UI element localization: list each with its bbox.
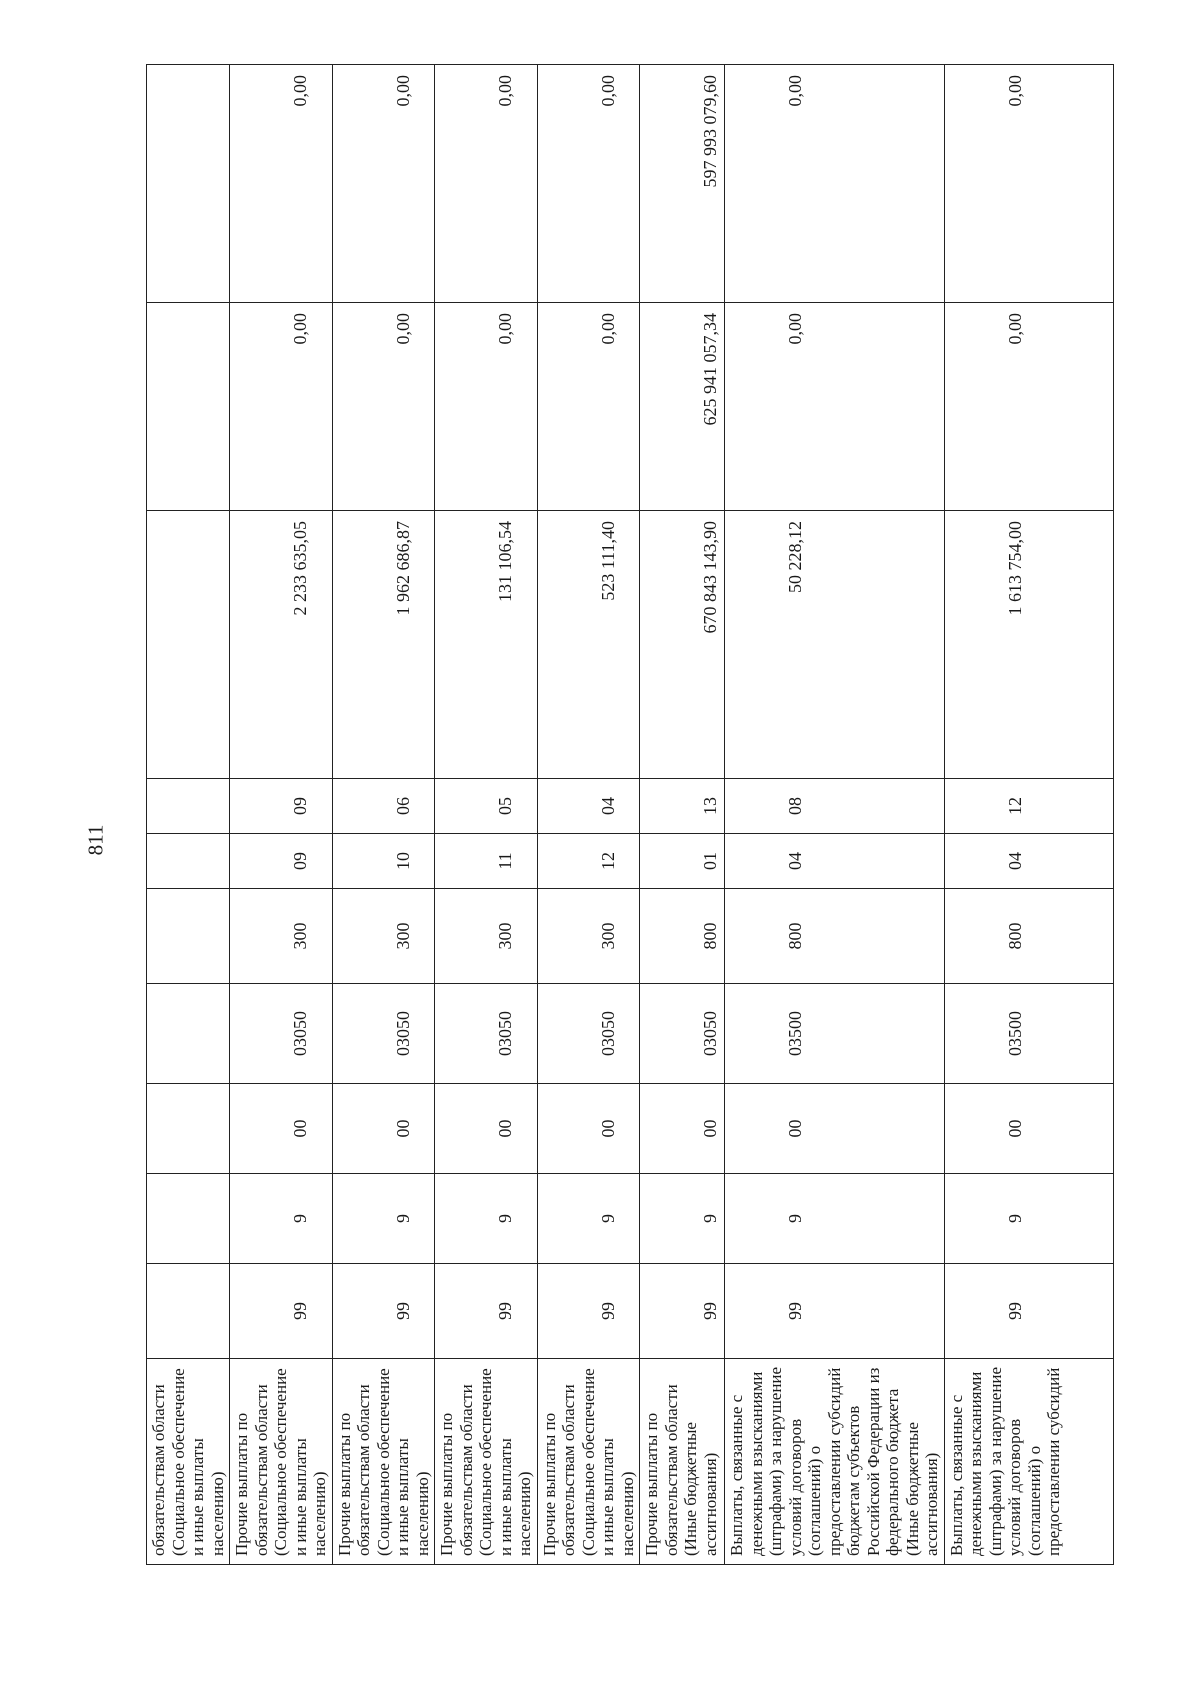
row-description-cell: Прочие выплаты по обязательствам области (Иные бюджетные ассигнования): [640, 1359, 725, 1565]
code-subprogram-cell: 9: [435, 1174, 538, 1264]
code-expense-type-cell: 800: [640, 889, 725, 984]
rotated-table-container: [146, 65, 1083, 1565]
code-expense-type-cell: 300: [332, 889, 435, 984]
amount-year-1-cell: 2 233 635,05: [230, 511, 333, 779]
code-section-cell: 12: [537, 834, 640, 889]
amount-year-2-cell: 0,00: [230, 303, 333, 511]
budget-table: [146, 64, 1114, 1565]
table-row: [944, 65, 1113, 1565]
code-expense-type-cell: 300: [537, 889, 640, 984]
code-direction-cell: 00: [640, 1084, 725, 1174]
row-description-cell: Выплаты, связанные с денежными взысканиями (штрафами) за нарушение условий договоров (соглашений) о предоставлении субсидий бюджетам субъектов Российской Федерации из федерального бюджета (Иные бюджетные ассигнования): [725, 1359, 945, 1565]
table-row: [147, 65, 230, 1565]
table-region: [146, 65, 1083, 1565]
code-section-cell: 11: [435, 834, 538, 889]
amount-year-2-cell: 0,00: [435, 303, 538, 511]
code-direction-cell: 00: [230, 1084, 333, 1174]
amount-year-3-cell: 597 993 079,60: [640, 65, 725, 303]
code-subsection-cell: 05: [435, 779, 538, 834]
amount-year-3-cell: 0,00: [332, 65, 435, 303]
row-description-cell: обязательствам области (Социальное обеспечение и иные выплаты населению): [147, 1359, 230, 1565]
amount-year-3-cell: 0,00: [725, 65, 945, 303]
amount-year-2-cell: [147, 303, 230, 511]
code-section-cell: 04: [725, 834, 945, 889]
code-program-cell: 99: [725, 1264, 945, 1359]
amount-year-1-cell: 670 843 143,90: [640, 511, 725, 779]
code-program-cell: 99: [537, 1264, 640, 1359]
amount-year-3-cell: 0,00: [230, 65, 333, 303]
amount-year-1-cell: 50 228,12: [725, 511, 945, 779]
table-body: [147, 65, 1114, 1565]
amount-year-3-cell: 0,00: [537, 65, 640, 303]
amount-year-1-cell: 523 111,40: [537, 511, 640, 779]
code-direction-cell: 00: [435, 1084, 538, 1174]
row-description-cell: Прочие выплаты по обязательствам области (Социальное обеспечение и иные выплаты населению): [537, 1359, 640, 1565]
page-number: 811: [83, 824, 108, 856]
code-target-cell: 03050: [435, 984, 538, 1084]
code-program-cell: 99: [230, 1264, 333, 1359]
code-subsection-cell: 09: [230, 779, 333, 834]
table-row: [332, 65, 435, 1565]
code-program-cell: 99: [640, 1264, 725, 1359]
code-program-cell: 99: [332, 1264, 435, 1359]
code-target-cell: 03050: [230, 984, 333, 1084]
row-description-cell: Прочие выплаты по обязательствам области (Социальное обеспечение и иные выплаты населению): [230, 1359, 333, 1565]
code-subsection-cell: 12: [944, 779, 1113, 834]
amount-year-1-cell: [147, 511, 230, 779]
row-description-cell: Выплаты, связанные с денежными взысканиями (штрафами) за нарушение условий договоров (соглашений) о предоставлении субсидий: [944, 1359, 1113, 1565]
amount-year-2-cell: 0,00: [332, 303, 435, 511]
table-row: [435, 65, 538, 1565]
code-subprogram-cell: [147, 1174, 230, 1264]
table-row: [640, 65, 725, 1565]
code-direction-cell: 00: [725, 1084, 945, 1174]
code-target-cell: [147, 984, 230, 1084]
table-row: [725, 65, 945, 1565]
amount-year-1-cell: 131 106,54: [435, 511, 538, 779]
code-program-cell: [147, 1264, 230, 1359]
code-section-cell: 09: [230, 834, 333, 889]
row-description-cell: Прочие выплаты по обязательствам области (Социальное обеспечение и иные выплаты населению): [332, 1359, 435, 1565]
code-subprogram-cell: 9: [725, 1174, 945, 1264]
code-subprogram-cell: 9: [230, 1174, 333, 1264]
code-expense-type-cell: 300: [230, 889, 333, 984]
code-subprogram-cell: 9: [537, 1174, 640, 1264]
code-target-cell: 03500: [725, 984, 945, 1084]
code-subsection-cell: 06: [332, 779, 435, 834]
row-description-cell: Прочие выплаты по обязательствам области (Социальное обеспечение и иные выплаты населению): [435, 1359, 538, 1565]
amount-year-2-cell: 0,00: [944, 303, 1113, 511]
code-expense-type-cell: 800: [944, 889, 1113, 984]
amount-year-2-cell: 0,00: [537, 303, 640, 511]
code-subprogram-cell: 9: [332, 1174, 435, 1264]
code-section-cell: 01: [640, 834, 725, 889]
amount-year-2-cell: 625 941 057,34: [640, 303, 725, 511]
code-section-cell: 10: [332, 834, 435, 889]
code-direction-cell: 00: [332, 1084, 435, 1174]
code-subsection-cell: 13: [640, 779, 725, 834]
amount-year-3-cell: 0,00: [944, 65, 1113, 303]
code-subprogram-cell: 9: [640, 1174, 725, 1264]
code-target-cell: 03050: [332, 984, 435, 1084]
code-expense-type-cell: 800: [725, 889, 945, 984]
amount-year-1-cell: 1 962 686,87: [332, 511, 435, 779]
code-target-cell: 03050: [640, 984, 725, 1084]
code-direction-cell: 00: [944, 1084, 1113, 1174]
code-subsection-cell: [147, 779, 230, 834]
table-row: [537, 65, 640, 1565]
table-row: [230, 65, 333, 1565]
amount-year-2-cell: 0,00: [725, 303, 945, 511]
code-subsection-cell: 04: [537, 779, 640, 834]
amount-year-3-cell: [147, 65, 230, 303]
code-target-cell: 03500: [944, 984, 1113, 1084]
amount-year-3-cell: 0,00: [435, 65, 538, 303]
code-subsection-cell: 08: [725, 779, 945, 834]
code-target-cell: 03050: [537, 984, 640, 1084]
code-program-cell: 99: [435, 1264, 538, 1359]
amount-year-1-cell: 1 613 754,00: [944, 511, 1113, 779]
code-subprogram-cell: 9: [944, 1174, 1113, 1264]
code-direction-cell: [147, 1084, 230, 1174]
code-expense-type-cell: [147, 889, 230, 984]
code-direction-cell: 00: [537, 1084, 640, 1174]
code-program-cell: 99: [944, 1264, 1113, 1359]
code-section-cell: 04: [944, 834, 1113, 889]
code-section-cell: [147, 834, 230, 889]
code-expense-type-cell: 300: [435, 889, 538, 984]
